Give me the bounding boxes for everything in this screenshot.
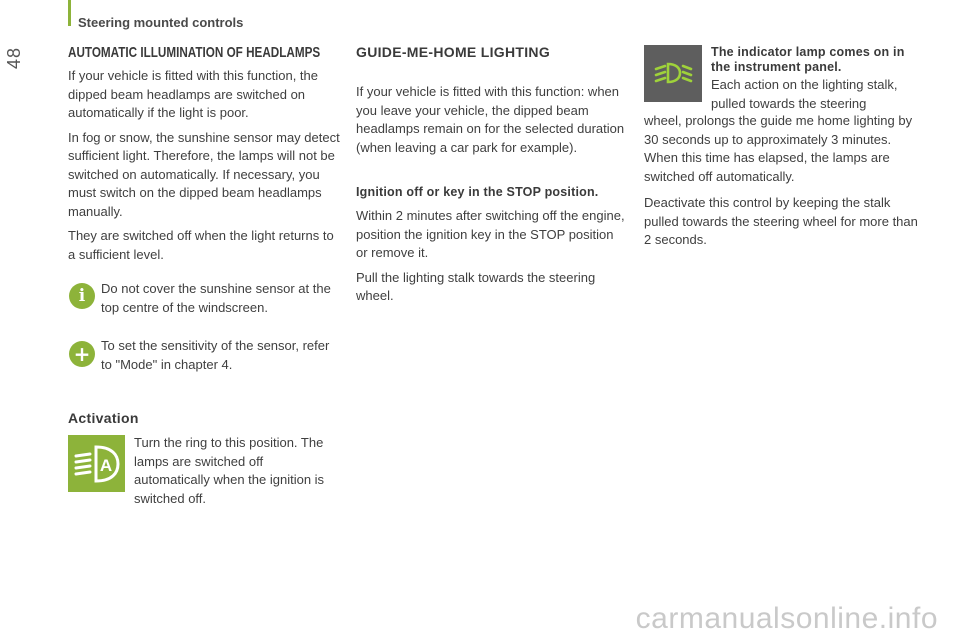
ignition-off-subheading: Ignition off or key in the STOP position. bbox=[356, 185, 599, 199]
plus-note: To set the sensitivity of the sensor, refer to "Mode" in chapter 4. bbox=[101, 338, 330, 372]
indicator-lamp-heading: The indicator lamp comes on in the instrument panel. bbox=[711, 45, 905, 74]
auto-illumination-paragraph-3: They are switched off when the light returns to a sufficient level. bbox=[68, 228, 334, 262]
info-note: Do not cover the sunshine sensor at the top centre of the windscreen. bbox=[101, 281, 331, 315]
guide-me-home-heading: GUIDE-ME-HOME LIGHTING bbox=[356, 44, 551, 60]
automatic-illumination-heading: AUTOMATIC ILLUMINATION OF HEADLAMPS bbox=[68, 44, 321, 61]
svg-text:A: A bbox=[99, 456, 113, 475]
activation-text: Turn the ring to this position. The lamps are switched off automatically when the ignition is switched off. bbox=[134, 435, 325, 506]
guide-me-home-paragraph-1: If your vehicle is fitted with this function: when you leave your vehicle, the dipped beam headlamps remain on for the selected duration (when leaving a car park for example). bbox=[356, 84, 625, 155]
plus-icon: + bbox=[68, 340, 96, 368]
right-column-body bbox=[644, 112, 920, 256]
middle-column bbox=[356, 44, 628, 312]
header-accent-bar bbox=[68, 0, 71, 26]
deactivate-paragraph: Deactivate this control by keeping the stalk pulled towards the steering wheel for more than 2 seconds. bbox=[644, 195, 918, 247]
auto-illumination-paragraph-1: If your vehicle is fitted with this function, the dipped beam headlamps are switched on automatically if the light is poor. bbox=[68, 68, 319, 120]
indicator-paragraph-1-continued: wheel, prolongs the guide me home lighting by 30 seconds up to approximately 3 minutes. When this time has elapsed, the lamps are switched off automatically. bbox=[644, 113, 913, 184]
info-icon: i bbox=[68, 282, 96, 310]
section-title: Steering mounted controls bbox=[78, 15, 244, 30]
page-number: 48 bbox=[3, 46, 24, 70]
guide-me-home-paragraph-3: Pull the lighting stalk towards the steering wheel. bbox=[356, 269, 596, 303]
watermark: carmanualsonline.info bbox=[635, 602, 938, 635]
dipped-beam-indicator-icon bbox=[644, 45, 702, 102]
auto-illumination-paragraph-2: In fog or snow, the sunshine sensor may detect sufficient light. Therefore, the lamps will not be switched on automatically. If necessary, you must switch on the dipped beam headlamps manually. bbox=[68, 129, 340, 219]
indicator-paragraph-1-beside: Each action on the lighting stalk, pulled towards the steering bbox=[711, 77, 898, 111]
guide-me-home-paragraph-2: Within 2 minutes after switching off the engine, position the ignition key in the STOP position or remove it. bbox=[356, 208, 625, 260]
auto-headlamp-icon bbox=[68, 435, 125, 492]
left-column bbox=[68, 44, 340, 270]
activation-heading: Activation bbox=[68, 410, 139, 426]
